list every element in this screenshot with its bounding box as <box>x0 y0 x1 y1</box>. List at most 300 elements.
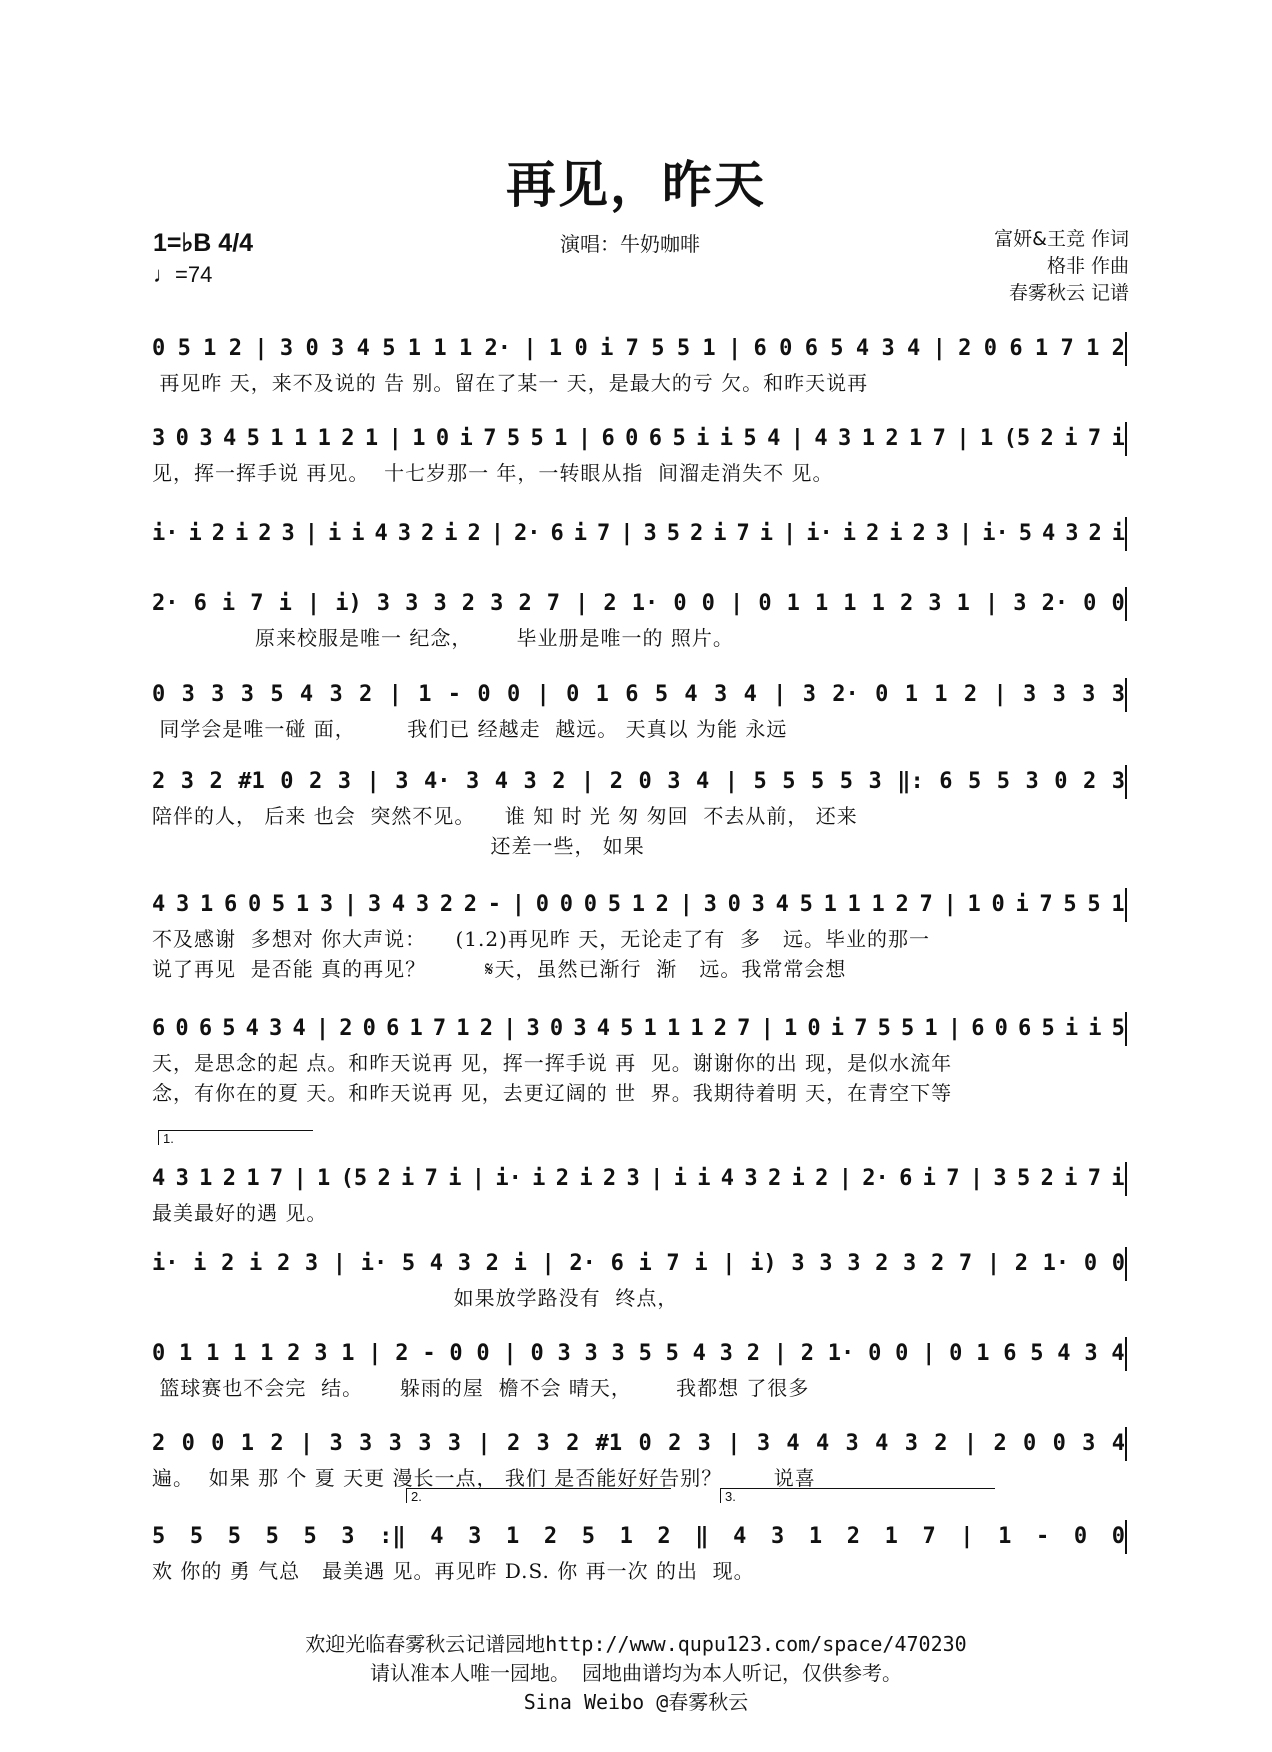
note: 2· <box>832 682 859 707</box>
note: 1 <box>293 426 308 451</box>
note: 5 <box>530 426 544 451</box>
composer-credit: 格非 作曲 <box>1046 255 1129 277</box>
note: 6 <box>198 1016 213 1041</box>
notation-line <box>152 585 1125 623</box>
barline-symbol: | <box>536 682 550 707</box>
note: 0 <box>211 1431 225 1456</box>
note: 2 <box>467 521 481 546</box>
note: 5 <box>665 1341 679 1366</box>
note: 1 <box>458 336 473 361</box>
note: i <box>532 1166 546 1191</box>
note: 3 <box>314 1341 328 1366</box>
note: 3 <box>152 426 166 451</box>
note: 2 <box>800 1341 814 1366</box>
note: 5 <box>620 1016 634 1041</box>
note: 4 <box>391 892 406 917</box>
note: 1 <box>808 1524 823 1549</box>
barline-symbol: | <box>727 1431 741 1456</box>
note: 1 <box>690 1016 704 1041</box>
lyric-line: 不及感谢 多想对 你大声说： (1.2)再见昨 天，无论走了有 多 远。毕业的那一 <box>152 927 931 951</box>
note: 3 <box>751 892 765 917</box>
note: 3 <box>415 892 430 917</box>
note: 3 <box>1052 682 1066 707</box>
notation-line <box>152 763 1125 801</box>
note: 6 <box>223 892 238 917</box>
note: 3 <box>329 682 343 707</box>
note: 0 <box>727 892 741 917</box>
note: 2 <box>221 1251 235 1276</box>
note: 2· <box>514 521 541 546</box>
note: 0 <box>583 892 597 917</box>
note: 6 <box>610 1251 624 1276</box>
note: 3 <box>703 892 717 917</box>
note: 2 <box>421 521 435 546</box>
note: 7 <box>625 336 639 361</box>
note: 5 <box>265 1524 279 1549</box>
note: 3 <box>468 1524 482 1549</box>
note: 3 <box>626 1166 640 1191</box>
note: i <box>351 521 365 546</box>
system-end-barline <box>1125 332 1127 366</box>
note: 0 <box>1111 1251 1125 1276</box>
note: 7 <box>932 426 946 451</box>
note: 4 <box>814 426 828 451</box>
note: 2 <box>341 426 355 451</box>
note: 3 <box>181 682 195 707</box>
note: 3 <box>457 1251 471 1276</box>
note: 6 <box>971 1016 985 1041</box>
note: 1 <box>871 892 885 917</box>
note: 1 <box>998 1524 1012 1549</box>
note: 1 <box>934 682 948 707</box>
note: i· <box>152 1251 179 1276</box>
note: 0 <box>1111 591 1125 616</box>
note: 1 <box>548 336 563 361</box>
barline-symbol: | <box>254 336 268 361</box>
note: 3 <box>466 769 480 794</box>
note: 3 <box>180 769 194 794</box>
note: i <box>235 521 249 546</box>
note: 7 <box>1087 1166 1101 1191</box>
note: 6 <box>899 1166 913 1191</box>
note: i <box>1015 892 1029 917</box>
note: 1 <box>409 1016 423 1041</box>
score-system <box>152 763 1125 861</box>
note: i· <box>360 1251 388 1276</box>
note: 3 <box>329 1431 343 1456</box>
notation-line <box>152 1425 1125 1463</box>
barline-symbol: | <box>963 1431 978 1456</box>
note: 6 <box>386 1016 400 1041</box>
notation-line <box>152 420 1125 458</box>
note: 0 <box>549 1016 564 1041</box>
note: 0 <box>1083 1251 1098 1276</box>
note: 3 <box>304 1251 319 1276</box>
score-system <box>152 515 1125 583</box>
note: 7 <box>432 1016 447 1041</box>
note: 0 <box>949 1341 963 1366</box>
barline-symbol: | <box>315 1016 330 1041</box>
note: 2 <box>270 1431 284 1456</box>
note: 0 <box>1111 1524 1125 1549</box>
note: 1 <box>456 1016 470 1041</box>
note: 4 <box>430 1524 444 1549</box>
note: 7 <box>958 1251 973 1276</box>
barline-symbol: | <box>471 1166 486 1191</box>
note: 2 <box>934 1431 948 1456</box>
note: 0 <box>280 769 294 794</box>
note: 5 <box>189 1524 204 1549</box>
note: 3 <box>388 1431 402 1456</box>
note: 1 <box>1086 336 1100 361</box>
note: 2 <box>228 336 242 361</box>
note: 3 <box>418 1431 432 1456</box>
note: i <box>1064 426 1078 451</box>
note: 3 <box>1111 682 1125 707</box>
barline-symbol: | <box>368 1341 382 1366</box>
barline-symbol: | <box>969 1166 984 1191</box>
barline-symbol: | <box>984 591 999 616</box>
note: 2 <box>846 1524 860 1549</box>
note: 3 <box>1013 591 1027 616</box>
system-end-barline <box>1125 422 1127 456</box>
note: 3 <box>490 591 504 616</box>
note: 2 <box>1040 1166 1054 1191</box>
notation-line <box>152 1245 1125 1283</box>
note: 2 <box>875 1251 889 1276</box>
note: i <box>249 1251 263 1276</box>
barline-symbol: ‖ <box>695 1524 709 1549</box>
barline-symbol: | <box>575 591 589 616</box>
barline-symbol: ‖: <box>897 769 924 794</box>
note: 2 <box>1088 521 1102 546</box>
barline-symbol: | <box>722 1251 736 1276</box>
note: 1 <box>199 1166 213 1191</box>
note: 7 <box>546 591 561 616</box>
lyric-line <box>152 553 1125 583</box>
barline-symbol: | <box>541 1251 555 1276</box>
note: 2 <box>958 336 972 361</box>
note: 2 <box>866 521 880 546</box>
system-end-barline <box>1125 1012 1127 1046</box>
score-system <box>152 585 1125 653</box>
note: 2 <box>461 591 476 616</box>
note: 3 <box>791 1251 805 1276</box>
note: 3 <box>744 1166 758 1191</box>
note: 2 <box>152 1431 166 1456</box>
note: 3 <box>643 521 657 546</box>
note: i <box>448 1166 462 1191</box>
system-end-barline <box>1125 1520 1127 1554</box>
score-system <box>152 1425 1125 1493</box>
barline-symbol: | <box>956 426 970 451</box>
note: 1 <box>179 1341 193 1366</box>
note: 3 <box>1082 1431 1096 1456</box>
note: 0 <box>362 1016 376 1041</box>
note: 4 <box>292 1016 306 1041</box>
note: i <box>922 1166 936 1191</box>
note: i <box>694 1251 708 1276</box>
note: 4 <box>152 892 166 917</box>
note: 0 <box>175 426 189 451</box>
note: 3 <box>756 1431 771 1456</box>
lyric-line: 念，有你在的夏 天。和昨天说再 见，去更辽阔的 世 界。我期待着明 天，在青空下等 <box>152 1081 953 1105</box>
note: i <box>842 521 856 546</box>
note: 5 <box>1111 1016 1125 1041</box>
note: 2 <box>439 892 454 917</box>
note: 0 <box>1052 1431 1066 1456</box>
note: 3 <box>845 1431 859 1456</box>
note: 6 <box>648 426 663 451</box>
note: 5 <box>270 682 284 707</box>
note: 0 <box>566 682 580 707</box>
note: 3 <box>868 769 882 794</box>
note: 1 <box>871 591 885 616</box>
note: 3 <box>1111 769 1125 794</box>
note: 2 <box>1083 769 1097 794</box>
note: 2· <box>1041 591 1069 616</box>
notation-line <box>152 1518 1125 1556</box>
note: 6 <box>1018 1016 1032 1041</box>
note: 3 <box>819 1251 833 1276</box>
note: 3 <box>199 426 213 451</box>
note: 2 <box>211 521 225 546</box>
note: 2 <box>1014 1251 1028 1276</box>
note: 3 <box>904 1431 918 1456</box>
note: 2 <box>287 1341 301 1366</box>
note: 5 <box>666 521 680 546</box>
note: 5 <box>303 1524 317 1549</box>
note: 7 <box>250 591 264 616</box>
barline-symbol: | <box>679 892 693 917</box>
note: #1 <box>238 769 265 794</box>
note: 4 <box>733 1524 747 1549</box>
note: 4 <box>743 682 757 707</box>
note: i <box>188 521 202 546</box>
barline-symbol: | <box>306 591 321 616</box>
note: 0 <box>807 1016 821 1041</box>
note: 4 <box>429 1251 444 1276</box>
barline-symbol: | <box>304 521 318 546</box>
note: i <box>1064 1016 1079 1041</box>
note: 2· <box>569 1251 596 1276</box>
note: 3 <box>928 591 942 616</box>
note: i <box>791 1166 805 1191</box>
note: 3 <box>279 336 294 361</box>
note: 3 <box>523 769 537 794</box>
note: 2· <box>152 591 179 616</box>
note: 2 <box>276 1251 291 1276</box>
note: 1 <box>861 426 875 451</box>
note: 4 <box>374 521 388 546</box>
barline-symbol: | <box>503 1341 517 1366</box>
note: 1· <box>1042 1251 1070 1276</box>
note: 3 <box>433 591 447 616</box>
note: 1 <box>823 892 837 917</box>
note: i <box>673 1166 687 1191</box>
note: 1 <box>884 1524 898 1549</box>
note: - <box>447 682 462 707</box>
score-system <box>152 1335 1125 1403</box>
note: 1 <box>956 591 970 616</box>
barline-symbol: | <box>838 1166 852 1191</box>
note: 4· <box>424 769 451 794</box>
note: 1 <box>904 682 918 707</box>
note: 5 <box>506 426 521 451</box>
lyric-line: 再见昨 天，来不及说的 告 别。留在了某一 天，是最大的亏 欠。和昨天说再 <box>152 371 869 395</box>
note: 5 <box>839 769 853 794</box>
note: 6 <box>753 336 767 361</box>
note: 1 <box>643 1016 657 1041</box>
note: (5 <box>1003 426 1031 451</box>
lyric-line: 说了再见 是否能 真的再见？ 𝄋天，虽然已渐行 渐 远。我常常会想 <box>152 957 847 981</box>
note: 3 <box>771 1524 785 1549</box>
note: 7 <box>597 521 611 546</box>
note: 2 <box>746 1341 760 1366</box>
barline-symbol: | <box>650 1166 664 1191</box>
note: 1 <box>317 426 331 451</box>
note: 5 <box>401 1251 416 1276</box>
note: 6 <box>550 521 564 546</box>
note: 2 <box>657 1524 671 1549</box>
note: 4 <box>596 1016 610 1041</box>
barline-symbol: | <box>727 336 742 361</box>
note: 3 <box>719 1341 733 1366</box>
note: 5 <box>607 892 621 917</box>
note: 1 <box>814 591 829 616</box>
note: 0 <box>435 426 450 451</box>
note: 2 <box>885 426 899 451</box>
barline-symbol: | <box>783 521 797 546</box>
note: 3 <box>175 892 190 917</box>
note: #1 <box>595 1431 623 1456</box>
note: 2 <box>395 1341 409 1366</box>
note: 1 <box>847 892 861 917</box>
note: 2 <box>603 591 617 616</box>
note: 3 <box>697 1431 711 1456</box>
note: 5 <box>799 892 813 917</box>
barline-symbol: | <box>773 1341 787 1366</box>
notation-line <box>152 515 1125 553</box>
note: 0 <box>476 1341 490 1366</box>
note: i· <box>495 1166 522 1191</box>
note: i <box>328 521 342 546</box>
note: 5 <box>651 336 665 361</box>
note: 1 <box>505 1524 520 1549</box>
note: 1 <box>199 892 214 917</box>
note: 7 <box>1060 336 1074 361</box>
note: 2 <box>899 591 914 616</box>
note: 5 <box>901 1016 915 1041</box>
notation-line <box>152 1010 1125 1048</box>
note: 3 <box>611 1341 625 1366</box>
system-end-barline <box>1125 1337 1127 1371</box>
note: 4 <box>494 769 508 794</box>
note: 1 <box>433 336 447 361</box>
score-system <box>152 1160 1125 1228</box>
note: 6 <box>193 591 207 616</box>
note: 6 <box>939 769 953 794</box>
note: i <box>221 591 236 616</box>
note: 3 <box>367 892 382 917</box>
note: 2 <box>518 591 532 616</box>
notation-line <box>152 1160 1125 1198</box>
note: 2 <box>1111 336 1125 361</box>
score-system <box>152 1518 1125 1586</box>
note: i <box>459 426 473 451</box>
note: 0 <box>991 892 1005 917</box>
note: 4 <box>1057 1341 1071 1366</box>
note: 0 <box>574 336 588 361</box>
note: 3 <box>1082 682 1096 707</box>
lyric-line: 陪伴的人， 后来 也会 突然不见。 谁 知 时 光 匆 匆回 不去从前， 还来 <box>152 804 858 828</box>
note: 1 <box>1111 892 1125 917</box>
note: 3 <box>319 892 334 917</box>
note: 3 <box>802 682 816 707</box>
note: i) <box>750 1251 777 1276</box>
lyric-line: 篮球赛也不会完 结。 躲雨的屋 檐不会 晴天， 我都想 了很多 <box>152 1376 810 1400</box>
note: 2 <box>463 892 478 917</box>
note: i <box>1111 426 1125 451</box>
note: 2 <box>377 1166 391 1191</box>
note: 1 <box>206 1341 220 1366</box>
note: i <box>696 426 710 451</box>
note: 2 <box>566 1431 580 1456</box>
note: 1 <box>270 426 284 451</box>
note: 3 <box>359 1431 373 1456</box>
system-end-barline <box>1125 1247 1127 1281</box>
note: 3 <box>175 1166 189 1191</box>
note: 5 <box>177 336 191 361</box>
note: 2 <box>479 1016 493 1041</box>
score-system <box>152 676 1125 744</box>
note: 1 <box>341 1341 355 1366</box>
note: 1 <box>783 1016 798 1041</box>
note: 1 <box>666 1016 681 1041</box>
score-system <box>152 330 1125 398</box>
note: 5 <box>672 426 686 451</box>
note: 0 <box>247 892 262 917</box>
lyric-line: 见，挥一挥手说 再见。 十七岁那一 年，一转眼从指 间溜走消失不 见。 <box>152 461 834 485</box>
note: 2 <box>506 1431 521 1456</box>
note: 0 <box>506 682 521 707</box>
note: 6 <box>1009 336 1023 361</box>
lyric-line: 天，是思念的起 点。和昨天说再 见，挥一挥手说 再 见。谢谢你的出 现，是似水流年 <box>152 1051 953 1075</box>
note: 3 <box>397 521 411 546</box>
note: 0 <box>983 336 997 361</box>
lyric-line: 原来校服是唯一 纪念， 毕业册是唯一的 照片。 <box>152 626 734 650</box>
note: 1 <box>203 336 217 361</box>
note: 3 <box>1025 769 1039 794</box>
note: 4 <box>720 1166 735 1191</box>
note: 4 <box>245 1016 259 1041</box>
note: 1 <box>233 1341 247 1366</box>
note: 0 <box>530 1341 544 1366</box>
notation-line <box>152 886 1125 924</box>
note: i <box>638 1251 652 1276</box>
note: 7 <box>1039 892 1053 917</box>
barline-symbol: | <box>388 426 402 451</box>
lyric-line: 最美最好的遇 见。 <box>152 1201 328 1225</box>
note: 1 <box>924 1016 938 1041</box>
note: 2 <box>963 682 978 707</box>
barline-symbol: | <box>332 1251 347 1276</box>
note: 0 <box>305 336 319 361</box>
note: 2 <box>152 769 166 794</box>
barline-symbol: | <box>620 521 634 546</box>
note: 3 <box>240 682 254 707</box>
note: 6 <box>804 336 818 361</box>
